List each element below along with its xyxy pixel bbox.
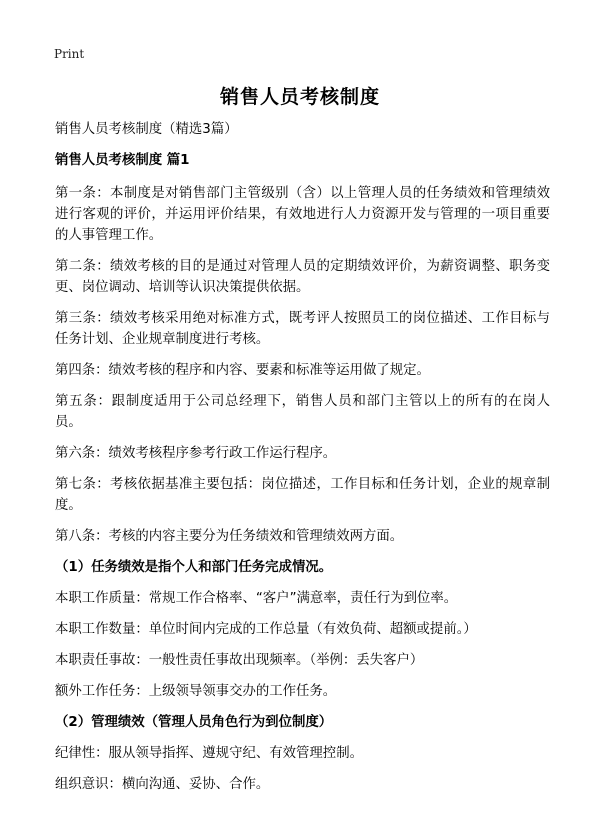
management-item: 组织意识：横向沟通、妥协、合作。 <box>55 777 270 792</box>
document-body <box>55 119 550 805</box>
task-item: 额外工作任务：上级领导领事交办的工作任务。 <box>55 684 337 699</box>
section-heading: 销售人员考核制度 篇1 <box>55 153 190 168</box>
task-item: 本职责任事故：一般性责任事故出现频率。（举例：丢失客户） <box>55 653 424 668</box>
article-paragraph: 第八条：考核的内容主要分为任务绩效和管理绩效两方面。 <box>55 529 404 544</box>
article-paragraph: 第六条：绩效考核程序参考行政工作运行程序。 <box>55 446 337 461</box>
document-title: 销售人员考核制度 <box>219 86 380 108</box>
article-paragraph: 第三条：绩效考核采用绝对标准方式，既考评人按照员工的岗位描述、工作目标与任务计划、企业规章制度进行考核。 <box>55 311 550 347</box>
management-item: 纪律性：服从领导指挥、遵规守纪、有效管理控制。 <box>55 746 363 761</box>
task-item: 本职工作质量：常规工作合格率、“客户”满意率，责任行为到位率。 <box>55 591 458 606</box>
print-label: Print <box>54 47 85 61</box>
article-paragraph: 第七条：考核依据基准主要包括：岗位描述，工作目标和任务计划，企业的规章制度。 <box>55 477 550 513</box>
document-subtitle: 销售人员考核制度（精选3篇） <box>55 122 238 137</box>
article-paragraph: 第五条：跟制度适用于公司总经理下，销售人员和部门主管以上的所有的在岗人员。 <box>55 394 550 430</box>
article-paragraph: 第四条：绩效考核的程序和内容、要素和标准等运用做了规定。 <box>55 363 430 378</box>
article-paragraph: 第二条：绩效考核的目的是通过对管理人员的定期绩效评价，为薪资调整、职务变更、岗位调动、培训等认识决策提供依据。 <box>55 259 550 295</box>
task-item: 本职工作数量：单位时间内完成的工作总量（有效负荷、超额或提前。） <box>55 622 477 637</box>
article-paragraph: 第一条：本制度是对销售部门主管级别（含）以上管理人员的任务绩效和管理绩效进行客观的评价，并运用评价结果，有效地进行人力资源开发与管理的一项目重要的人事管理工作。 <box>55 186 550 243</box>
management-performance-heading: （2）管理绩效（管理人员角色行为到位制度） <box>55 715 333 730</box>
task-performance-heading: （1）任务绩效是指个人和部门任务完成情况。 <box>55 560 333 575</box>
